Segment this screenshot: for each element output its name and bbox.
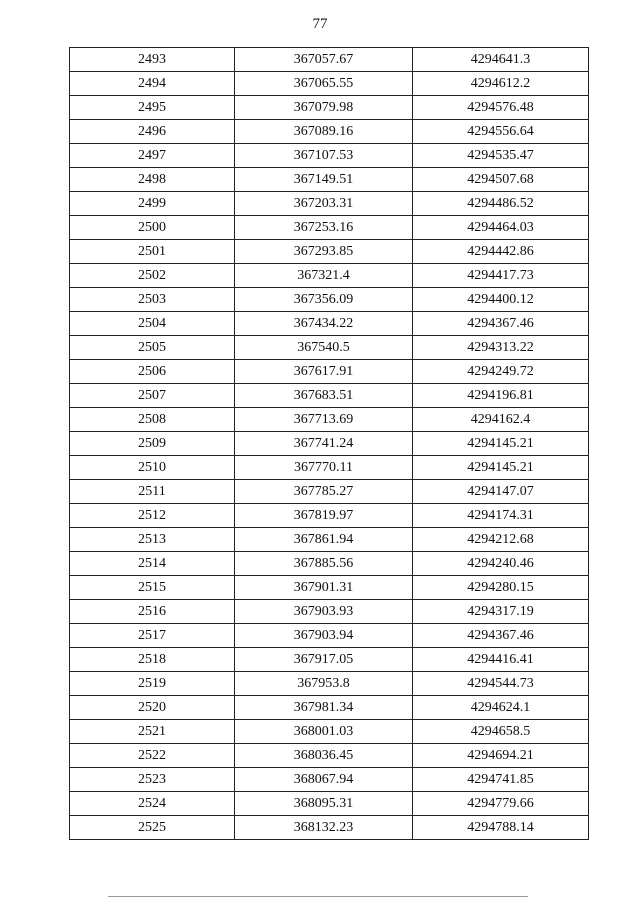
point-number-cell: 2496 — [70, 120, 235, 144]
table-row — [70, 72, 589, 96]
x-coordinate-cell: 367901.31 — [235, 576, 413, 600]
table-row — [70, 744, 589, 768]
point-number-cell: 2495 — [70, 96, 235, 120]
point-number-cell: 2494 — [70, 72, 235, 96]
table-row — [70, 816, 589, 840]
point-number-cell: 2517 — [70, 624, 235, 648]
y-coordinate-cell: 4294400.12 — [413, 288, 589, 312]
x-coordinate-cell: 367540.5 — [235, 336, 413, 360]
y-coordinate-cell: 4294741.85 — [413, 768, 589, 792]
y-coordinate-cell: 4294240.46 — [413, 552, 589, 576]
x-coordinate-cell: 367149.51 — [235, 168, 413, 192]
table-row — [70, 576, 589, 600]
y-coordinate-cell: 4294317.19 — [413, 600, 589, 624]
table-row — [70, 288, 589, 312]
point-number-cell: 2506 — [70, 360, 235, 384]
x-coordinate-cell: 367434.22 — [235, 312, 413, 336]
coordinates-table-body — [70, 48, 589, 840]
x-coordinate-cell: 367617.91 — [235, 360, 413, 384]
y-coordinate-cell: 4294416.41 — [413, 648, 589, 672]
point-number-cell: 2520 — [70, 696, 235, 720]
point-number-cell: 2514 — [70, 552, 235, 576]
x-coordinate-cell: 367819.97 — [235, 504, 413, 528]
x-coordinate-cell: 368067.94 — [235, 768, 413, 792]
y-coordinate-cell: 4294612.2 — [413, 72, 589, 96]
x-coordinate-cell: 367770.11 — [235, 456, 413, 480]
x-coordinate-cell: 367293.85 — [235, 240, 413, 264]
table-row — [70, 168, 589, 192]
bottom-rule — [108, 896, 528, 897]
point-number-cell: 2507 — [70, 384, 235, 408]
x-coordinate-cell: 368001.03 — [235, 720, 413, 744]
x-coordinate-cell: 367741.24 — [235, 432, 413, 456]
y-coordinate-cell: 4294486.52 — [413, 192, 589, 216]
point-number-cell: 2519 — [70, 672, 235, 696]
x-coordinate-cell: 367356.09 — [235, 288, 413, 312]
x-coordinate-cell: 367903.93 — [235, 600, 413, 624]
x-coordinate-cell: 367683.51 — [235, 384, 413, 408]
x-coordinate-cell: 367861.94 — [235, 528, 413, 552]
point-number-cell: 2504 — [70, 312, 235, 336]
y-coordinate-cell: 4294417.73 — [413, 264, 589, 288]
point-number-cell: 2497 — [70, 144, 235, 168]
x-coordinate-cell: 367321.4 — [235, 264, 413, 288]
y-coordinate-cell: 4294196.81 — [413, 384, 589, 408]
y-coordinate-cell: 4294788.14 — [413, 816, 589, 840]
y-coordinate-cell: 4294641.3 — [413, 48, 589, 72]
table-row — [70, 336, 589, 360]
table-row — [70, 600, 589, 624]
y-coordinate-cell: 4294544.73 — [413, 672, 589, 696]
x-coordinate-cell: 367253.16 — [235, 216, 413, 240]
point-number-cell: 2516 — [70, 600, 235, 624]
table-row — [70, 456, 589, 480]
point-number-cell: 2500 — [70, 216, 235, 240]
page-number: 77 — [312, 16, 328, 32]
point-number-cell: 2518 — [70, 648, 235, 672]
y-coordinate-cell: 4294145.21 — [413, 456, 589, 480]
x-coordinate-cell: 367065.55 — [235, 72, 413, 96]
x-coordinate-cell: 367079.98 — [235, 96, 413, 120]
x-coordinate-cell: 367903.94 — [235, 624, 413, 648]
y-coordinate-cell: 4294442.86 — [413, 240, 589, 264]
point-number-cell: 2503 — [70, 288, 235, 312]
point-number-cell: 2521 — [70, 720, 235, 744]
point-number-cell: 2524 — [70, 792, 235, 816]
y-coordinate-cell: 4294535.47 — [413, 144, 589, 168]
x-coordinate-cell: 367885.56 — [235, 552, 413, 576]
point-number-cell: 2515 — [70, 576, 235, 600]
x-coordinate-cell: 367089.16 — [235, 120, 413, 144]
x-coordinate-cell: 368095.31 — [235, 792, 413, 816]
y-coordinate-cell: 4294145.21 — [413, 432, 589, 456]
x-coordinate-cell: 367917.05 — [235, 648, 413, 672]
table-row — [70, 360, 589, 384]
table-row — [70, 120, 589, 144]
y-coordinate-cell: 4294556.64 — [413, 120, 589, 144]
table-row — [70, 216, 589, 240]
table-row — [70, 696, 589, 720]
table-row — [70, 672, 589, 696]
y-coordinate-cell: 4294464.03 — [413, 216, 589, 240]
table-row — [70, 648, 589, 672]
point-number-cell: 2509 — [70, 432, 235, 456]
y-coordinate-cell: 4294249.72 — [413, 360, 589, 384]
table-row — [70, 504, 589, 528]
table-row — [70, 48, 589, 72]
point-number-cell: 2499 — [70, 192, 235, 216]
table-row — [70, 384, 589, 408]
x-coordinate-cell: 367203.31 — [235, 192, 413, 216]
table-row — [70, 552, 589, 576]
point-number-cell: 2493 — [70, 48, 235, 72]
y-coordinate-cell: 4294694.21 — [413, 744, 589, 768]
x-coordinate-cell: 367713.69 — [235, 408, 413, 432]
table-row — [70, 408, 589, 432]
point-number-cell: 2523 — [70, 768, 235, 792]
y-coordinate-cell: 4294624.1 — [413, 696, 589, 720]
y-coordinate-cell: 4294658.5 — [413, 720, 589, 744]
point-number-cell: 2498 — [70, 168, 235, 192]
point-number-cell: 2505 — [70, 336, 235, 360]
x-coordinate-cell: 367785.27 — [235, 480, 413, 504]
table-row — [70, 432, 589, 456]
point-number-cell: 2510 — [70, 456, 235, 480]
point-number-cell: 2513 — [70, 528, 235, 552]
point-number-cell: 2511 — [70, 480, 235, 504]
y-coordinate-cell: 4294162.4 — [413, 408, 589, 432]
table-row — [70, 96, 589, 120]
point-number-cell: 2502 — [70, 264, 235, 288]
table-row — [70, 240, 589, 264]
y-coordinate-cell: 4294367.46 — [413, 624, 589, 648]
table-row — [70, 768, 589, 792]
point-number-cell: 2508 — [70, 408, 235, 432]
x-coordinate-cell: 367981.34 — [235, 696, 413, 720]
table-row — [70, 624, 589, 648]
y-coordinate-cell: 4294779.66 — [413, 792, 589, 816]
point-number-cell: 2512 — [70, 504, 235, 528]
table-row — [70, 192, 589, 216]
table-row — [70, 792, 589, 816]
table-row — [70, 528, 589, 552]
y-coordinate-cell: 4294507.68 — [413, 168, 589, 192]
y-coordinate-cell: 4294212.68 — [413, 528, 589, 552]
y-coordinate-cell: 4294313.22 — [413, 336, 589, 360]
coordinates-table — [69, 47, 589, 840]
table-row — [70, 144, 589, 168]
y-coordinate-cell: 4294174.31 — [413, 504, 589, 528]
x-coordinate-cell: 368036.45 — [235, 744, 413, 768]
table-row — [70, 264, 589, 288]
x-coordinate-cell: 368132.23 — [235, 816, 413, 840]
x-coordinate-cell: 367057.67 — [235, 48, 413, 72]
y-coordinate-cell: 4294147.07 — [413, 480, 589, 504]
y-coordinate-cell: 4294576.48 — [413, 96, 589, 120]
x-coordinate-cell: 367953.8 — [235, 672, 413, 696]
table-row — [70, 312, 589, 336]
point-number-cell: 2501 — [70, 240, 235, 264]
point-number-cell: 2522 — [70, 744, 235, 768]
y-coordinate-cell: 4294280.15 — [413, 576, 589, 600]
y-coordinate-cell: 4294367.46 — [413, 312, 589, 336]
point-number-cell: 2525 — [70, 816, 235, 840]
table-row — [70, 480, 589, 504]
x-coordinate-cell: 367107.53 — [235, 144, 413, 168]
table-row — [70, 720, 589, 744]
